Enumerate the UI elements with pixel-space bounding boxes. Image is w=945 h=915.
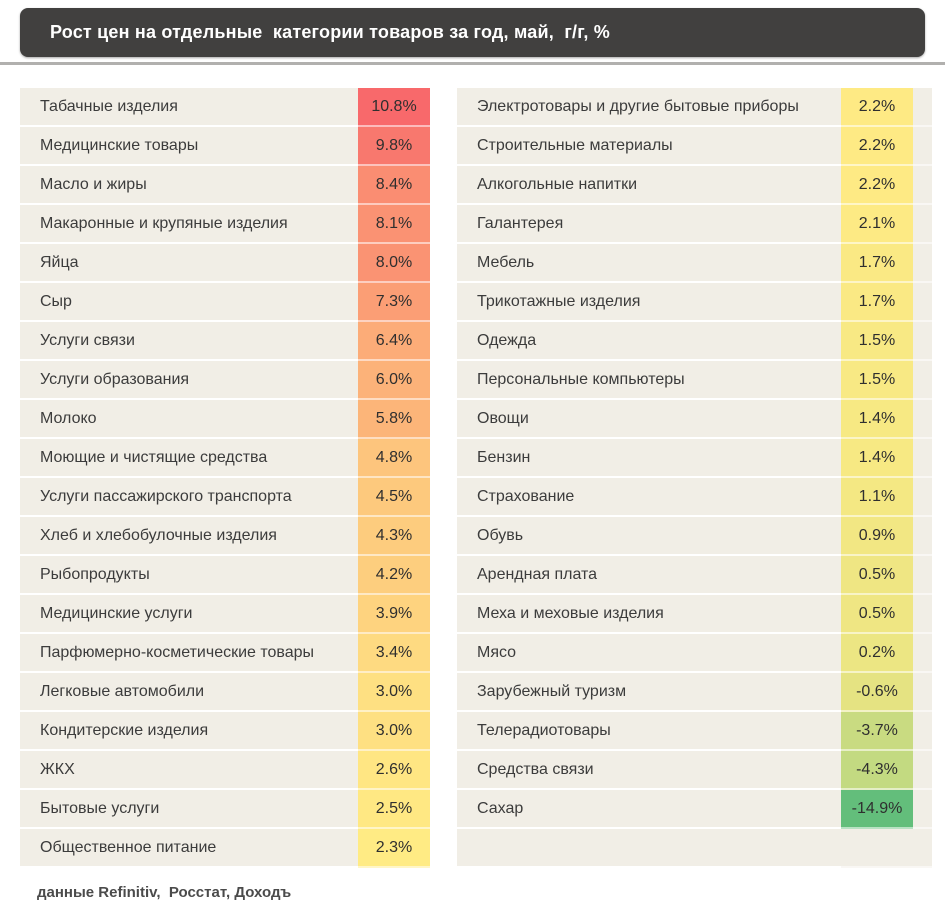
row-gutter bbox=[913, 205, 932, 244]
value-cell: 8.4% bbox=[358, 166, 430, 205]
table-row bbox=[20, 712, 430, 751]
table-row bbox=[457, 205, 932, 244]
table-row bbox=[20, 166, 430, 205]
category-label: Услуги образования bbox=[20, 361, 358, 398]
table-row bbox=[457, 127, 932, 166]
category-label: Страхование bbox=[457, 478, 841, 515]
category-label: Мебель bbox=[457, 244, 841, 281]
value-cell: -3.7% bbox=[841, 712, 913, 751]
category-label: Средства связи bbox=[457, 751, 841, 788]
category-label: Алкогольные напитки bbox=[457, 166, 841, 203]
category-label: Строительные материалы bbox=[457, 127, 841, 164]
value-cell: 4.2% bbox=[358, 556, 430, 595]
page-title: Рост цен на отдельные категории товаров за год, май, г/г, % bbox=[50, 22, 610, 42]
value-cell: -14.9% bbox=[841, 790, 913, 829]
table-row bbox=[20, 283, 430, 322]
category-label: ЖКХ bbox=[20, 751, 358, 788]
row-gutter bbox=[913, 556, 932, 595]
row-gutter bbox=[913, 283, 932, 322]
table-row bbox=[20, 478, 430, 517]
category-label: Сыр bbox=[20, 283, 358, 320]
row-gutter bbox=[913, 361, 932, 400]
row-gutter bbox=[913, 127, 932, 166]
table-row bbox=[20, 634, 430, 673]
value-cell: 3.4% bbox=[358, 634, 430, 673]
row-gutter bbox=[913, 439, 932, 478]
value-cell: 4.3% bbox=[358, 517, 430, 556]
value-cell: 0.5% bbox=[841, 595, 913, 634]
category-label: Арендная плата bbox=[457, 556, 841, 593]
table-row bbox=[20, 322, 430, 361]
table-row bbox=[457, 283, 932, 322]
category-label: Рыбопродукты bbox=[20, 556, 358, 593]
value-cell: 0.2% bbox=[841, 634, 913, 673]
row-gutter bbox=[913, 478, 932, 517]
title-bar bbox=[20, 8, 925, 57]
value-cell: 1.7% bbox=[841, 283, 913, 322]
category-label: Молоко bbox=[20, 400, 358, 437]
category-label: Галантерея bbox=[457, 205, 841, 242]
category-label: Хлеб и хлебобулочные изделия bbox=[20, 517, 358, 554]
table-row bbox=[457, 595, 932, 634]
table-row bbox=[457, 751, 932, 790]
table-row bbox=[20, 595, 430, 634]
category-label: Меха и меховые изделия bbox=[457, 595, 841, 632]
category-label: Табачные изделия bbox=[20, 88, 358, 125]
table-row bbox=[457, 634, 932, 673]
category-label: Обувь bbox=[457, 517, 841, 554]
table-row bbox=[20, 127, 430, 166]
value-cell: 0.9% bbox=[841, 517, 913, 556]
value-cell: 1.4% bbox=[841, 400, 913, 439]
value-cell: 2.2% bbox=[841, 88, 913, 127]
value-cell: -4.3% bbox=[841, 751, 913, 790]
value-cell: 1.5% bbox=[841, 322, 913, 361]
row-gutter bbox=[913, 595, 932, 634]
table-row bbox=[20, 829, 430, 868]
category-label: Медицинские услуги bbox=[20, 595, 358, 632]
value-cell: 6.0% bbox=[358, 361, 430, 400]
row-gutter bbox=[913, 712, 932, 751]
value-cell: 5.8% bbox=[358, 400, 430, 439]
table-row bbox=[457, 361, 932, 400]
table-row bbox=[20, 556, 430, 595]
table-row bbox=[20, 751, 430, 790]
value-cell: 9.8% bbox=[358, 127, 430, 166]
table-row bbox=[457, 829, 932, 868]
value-cell: 2.2% bbox=[841, 166, 913, 205]
table-row bbox=[20, 88, 430, 127]
value-cell: 2.5% bbox=[358, 790, 430, 829]
row-gutter bbox=[913, 751, 932, 790]
table-row bbox=[457, 244, 932, 283]
row-gutter bbox=[913, 517, 932, 556]
value-cell: 2.1% bbox=[841, 205, 913, 244]
category-label: Овощи bbox=[457, 400, 841, 437]
value-cell: 2.3% bbox=[358, 829, 430, 868]
table-row bbox=[457, 478, 932, 517]
table-row bbox=[457, 517, 932, 556]
category-label: Мясо bbox=[457, 634, 841, 671]
data-source-note: данные Refinitiv, Росстат, Доходъ bbox=[37, 884, 292, 901]
value-cell: 6.4% bbox=[358, 322, 430, 361]
table-row bbox=[20, 517, 430, 556]
category-label: Персональные компьютеры bbox=[457, 361, 841, 398]
table-row bbox=[20, 790, 430, 829]
table-row bbox=[20, 205, 430, 244]
value-cell: 8.0% bbox=[358, 244, 430, 283]
category-label: Сахар bbox=[457, 790, 841, 827]
category-label: Бытовые услуги bbox=[20, 790, 358, 827]
category-label: Телерадиотовары bbox=[457, 712, 841, 749]
value-cell: 1.7% bbox=[841, 244, 913, 283]
row-gutter bbox=[913, 829, 932, 868]
value-cell bbox=[841, 829, 913, 868]
category-label: Трикотажные изделия bbox=[457, 283, 841, 320]
category-label: Моющие и чистящие средства bbox=[20, 439, 358, 476]
category-label: Услуги пассажирского транспорта bbox=[20, 478, 358, 515]
row-gutter bbox=[913, 322, 932, 361]
table-row bbox=[457, 166, 932, 205]
category-label: Медицинские товары bbox=[20, 127, 358, 164]
table-row bbox=[20, 361, 430, 400]
table-row bbox=[457, 556, 932, 595]
row-gutter bbox=[913, 88, 932, 127]
row-gutter bbox=[913, 400, 932, 439]
category-label: Макаронные и крупяные изделия bbox=[20, 205, 358, 242]
row-gutter bbox=[913, 166, 932, 205]
table-row bbox=[457, 400, 932, 439]
value-cell: 2.6% bbox=[358, 751, 430, 790]
table-row bbox=[20, 673, 430, 712]
value-cell: 4.8% bbox=[358, 439, 430, 478]
table-row bbox=[457, 790, 932, 829]
price-table-column-right bbox=[457, 88, 932, 868]
row-gutter bbox=[913, 634, 932, 673]
category-label: Парфюмерно-косметические товары bbox=[20, 634, 358, 671]
table-row bbox=[457, 439, 932, 478]
category-label: Зарубежный туризм bbox=[457, 673, 841, 710]
category-label: Услуги связи bbox=[20, 322, 358, 359]
table-row bbox=[457, 673, 932, 712]
value-cell: 1.1% bbox=[841, 478, 913, 517]
value-cell: 3.0% bbox=[358, 712, 430, 751]
table-row bbox=[457, 712, 932, 751]
category-label: Одежда bbox=[457, 322, 841, 359]
category-label: Электротовары и другие бытовые приборы bbox=[457, 88, 841, 125]
value-cell: 10.8% bbox=[358, 88, 430, 127]
table-row bbox=[20, 400, 430, 439]
category-label bbox=[457, 829, 841, 866]
table-row bbox=[457, 322, 932, 361]
row-gutter bbox=[913, 790, 932, 829]
value-cell: 4.5% bbox=[358, 478, 430, 517]
value-cell: 3.0% bbox=[358, 673, 430, 712]
value-cell: 8.1% bbox=[358, 205, 430, 244]
value-cell: 0.5% bbox=[841, 556, 913, 595]
category-label: Бензин bbox=[457, 439, 841, 476]
header-divider bbox=[0, 62, 945, 65]
price-table-column-left bbox=[20, 88, 430, 868]
value-cell: 1.4% bbox=[841, 439, 913, 478]
value-cell: 7.3% bbox=[358, 283, 430, 322]
table-row bbox=[20, 244, 430, 283]
row-gutter bbox=[913, 673, 932, 712]
category-label: Легковые автомобили bbox=[20, 673, 358, 710]
value-cell: 1.5% bbox=[841, 361, 913, 400]
row-gutter bbox=[913, 244, 932, 283]
category-label: Масло и жиры bbox=[20, 166, 358, 203]
category-label: Общественное питание bbox=[20, 829, 358, 866]
category-label: Яйца bbox=[20, 244, 358, 281]
value-cell: 2.2% bbox=[841, 127, 913, 166]
table-row bbox=[20, 439, 430, 478]
category-label: Кондитерские изделия bbox=[20, 712, 358, 749]
value-cell: 3.9% bbox=[358, 595, 430, 634]
table-row bbox=[457, 88, 932, 127]
value-cell: -0.6% bbox=[841, 673, 913, 712]
